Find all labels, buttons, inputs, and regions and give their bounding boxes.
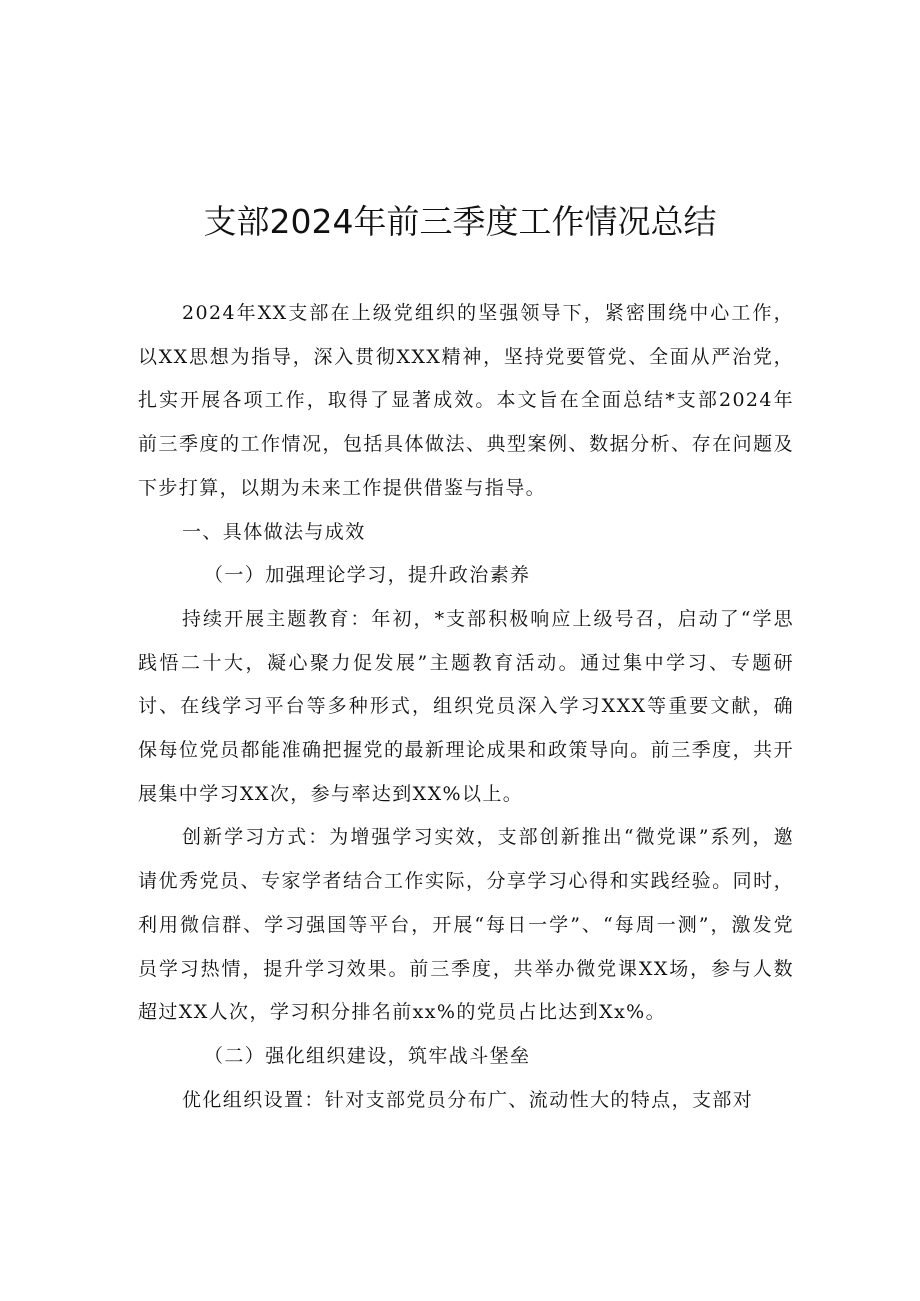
subsection-heading-2: （二）强化组织建设，筑牢战斗堡垒 bbox=[204, 1044, 531, 1067]
paragraph-learning-methods: 创新学习方式：为增强学习实效，支部创新推出“微党课”系列，邀请优秀党员、专家学者结合工作实际，分享学习心得和实践经验。同时，利用微信群、学习强国等平台，开展“每日一学”、“每周一测”，激发党员学习热情，提升学习效果。前三季度，共举办微党课XX场，参与人数超过XX人次，学习积分排名前xx%的党员占比达到Xx%。 bbox=[138, 826, 794, 1024]
paragraph-theme-education: 持续开展主题教育：年初，*支部积极响应上级号召，启动了“学思践悟二十大，凝心聚力促发展”主题教育活动。通过集中学习、专题研讨、在线学习平台等多种形式，组织党员深入学习XXX等重要文献，确保每位党员都能准确把握党的最新理论成果和政策导向。前三季度，共开展集中学习XX次，参与率达到XX%以上。 bbox=[138, 607, 794, 805]
intro-paragraph: 2024年XX支部在上级党组织的坚强领导下，紧密围绕中心工作，以XX思想为指导，深入贯彻XXX精神，坚持党要管党、全面从严治党，扎实开展各项工作，取得了显著成效。本文旨在全面总结*支部2024年前三季度的工作情况，包括具体做法、典型案例、数据分析、存在问题及下步打算，以期为未来工作提供借鉴与指导。 bbox=[138, 302, 794, 499]
document-body bbox=[138, 292, 794, 1122]
document-title: 支部2024年前三季度工作情况总结 bbox=[203, 202, 717, 241]
paragraph-organization-setup: 优化组织设置：针对支部党员分布广、流动性大的特点，支部对 bbox=[182, 1088, 754, 1111]
section-heading-1: 一、具体做法与成效 bbox=[182, 520, 366, 543]
subsection-heading-1: （一）加强理论学习，提升政治素养 bbox=[204, 564, 531, 587]
